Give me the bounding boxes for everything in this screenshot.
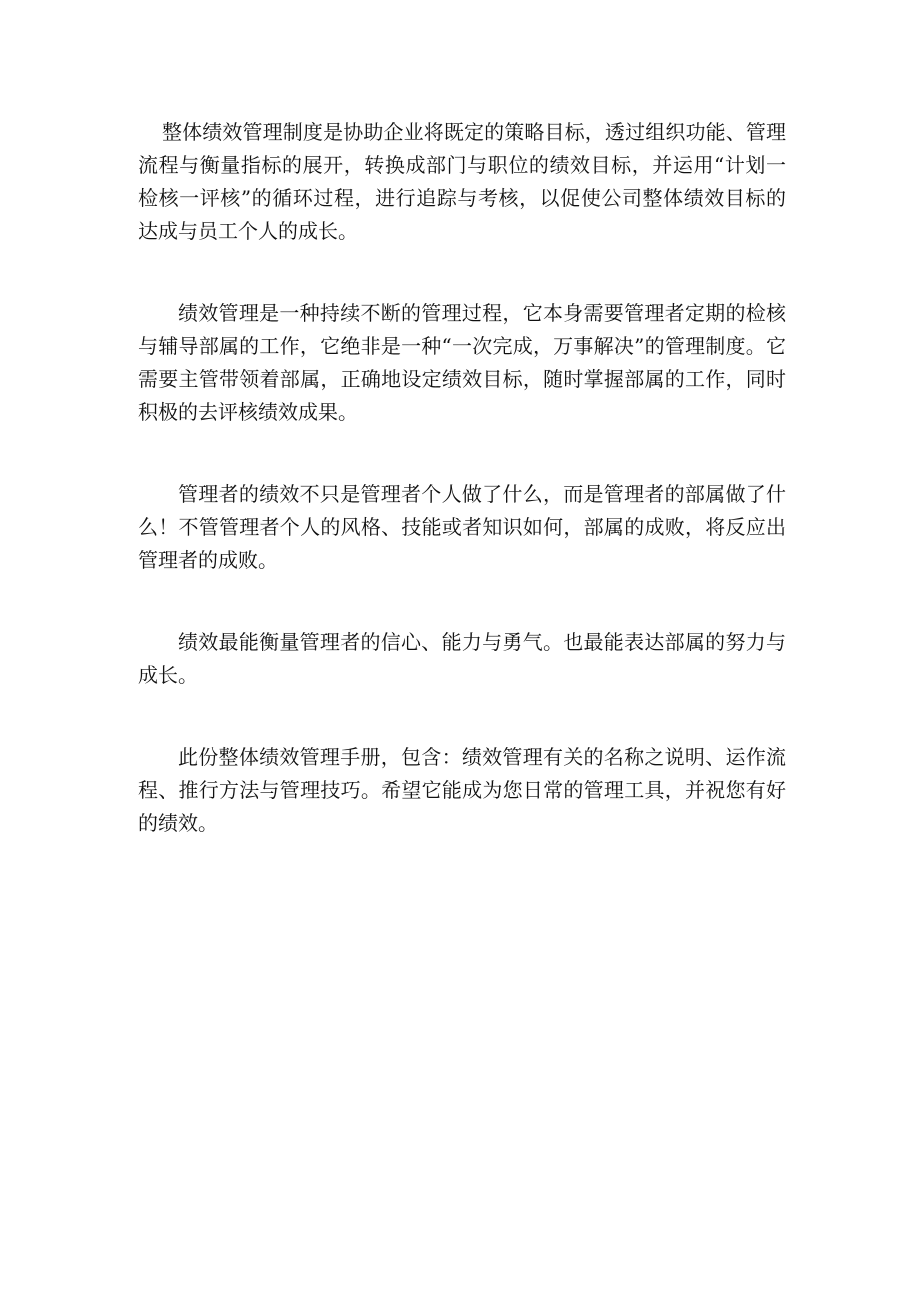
paragraph-courage: 绩效最能衡量管理者的信心、能力与勇气。也最能表达部属的努力与成长。 — [138, 630, 786, 687]
document-body — [138, 116, 786, 889]
paragraph-process: 绩效管理是一种持续不断的管理过程，它本身需要管理者定期的检核与辅导部属的工作，它绝非是一种“一次完成，万事解决”的管理制度。它需要主管带领着部属，正确地设定绩效目标，随时掌握部属的工作，同时积极的去评核绩效成果。 — [138, 301, 786, 424]
paragraph-manager-performance: 管理者的绩效不只是管理者个人做了什么，而是管理者的部属做了什么！不管管理者个人的风格、技能或者知识如何，部属的成败，将反应出管理者的成败。 — [138, 482, 786, 572]
paragraph-intro: 整体绩效管理制度是协助企业将既定的策略目标，透过组织功能、管理流程与衡量指标的展开，转换成部门与职位的绩效目标，并运用“计划一检核一评核”的循环过程，进行追踪与考核，以促使公司整体绩效目标的达成与员工个人的成长。 — [138, 120, 786, 243]
paragraph-handbook: 此份整体绩效管理手册，包含：绩效管理有关的名称之说明、运作流程、推行方法与管理技巧。希望它能成为您日常的管理工具，并祝您有好的绩效。 — [138, 745, 786, 835]
